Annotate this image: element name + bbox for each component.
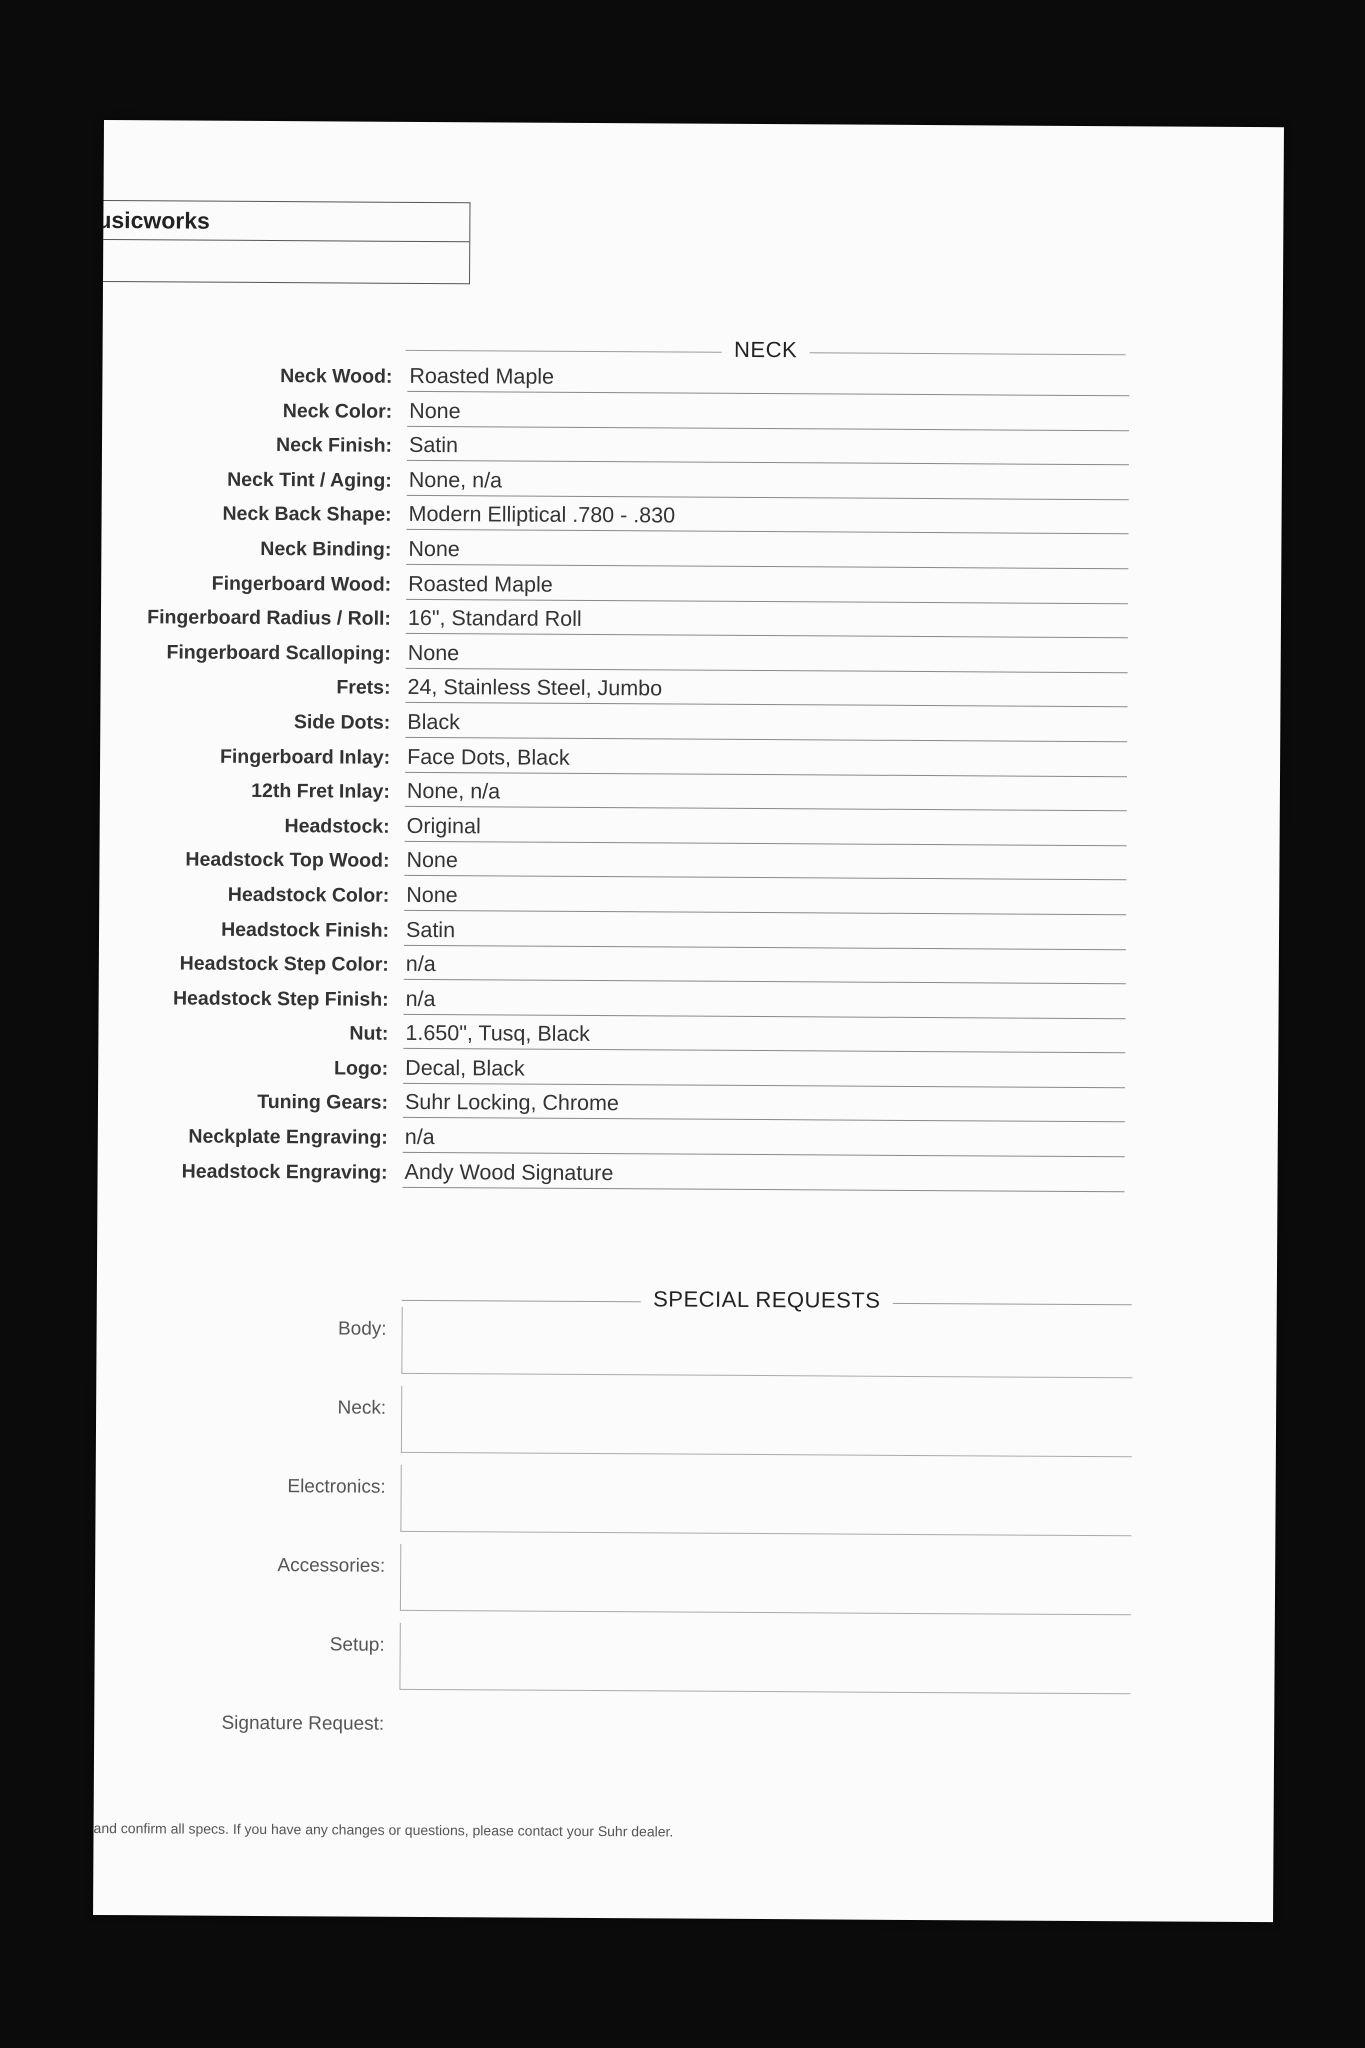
spec-label: Headstock Finish: xyxy=(221,918,390,942)
request-label: Neck: xyxy=(337,1397,387,1419)
spec-label: Headstock Engraving: xyxy=(181,1160,388,1184)
spec-label: Neck Color: xyxy=(282,399,393,423)
request-label: Accessories: xyxy=(277,1555,386,1577)
spec-label: Headstock Step Color: xyxy=(179,952,389,976)
spec-value: None xyxy=(406,641,1128,673)
spec-value: Suhr Locking, Chrome xyxy=(403,1090,1125,1122)
spec-value: None xyxy=(404,883,1126,915)
spec-label: Headstock: xyxy=(284,814,390,838)
request-label: Setup: xyxy=(329,1634,385,1656)
spec-value: Black xyxy=(405,710,1127,742)
spec-label: Tuning Gears: xyxy=(257,1091,389,1115)
request-row xyxy=(95,1542,1275,1628)
spec-value: Satin xyxy=(407,433,1129,465)
request-row xyxy=(94,1700,1274,1786)
spec-label: Neck Binding: xyxy=(260,537,392,561)
spec-label: Neck Finish: xyxy=(275,434,393,457)
spec-value: None, n/a xyxy=(407,468,1129,500)
spec-value: n/a xyxy=(404,987,1126,1019)
spec-value: None xyxy=(406,537,1128,569)
spec-value: n/a xyxy=(403,1125,1125,1157)
spec-label: Fingerboard Radius / Roll: xyxy=(147,606,392,630)
request-row xyxy=(95,1463,1275,1549)
special-requests-list xyxy=(94,1305,1277,1786)
company-name: usicworks xyxy=(97,201,469,242)
spec-label: Neck Tint / Aging: xyxy=(227,468,392,492)
request-label: Signature Request: xyxy=(221,1712,385,1735)
spec-label: Fingerboard Inlay: xyxy=(219,745,391,769)
spec-value: Original xyxy=(405,814,1127,846)
request-row xyxy=(96,1384,1276,1470)
neck-spec-list xyxy=(97,360,1282,1197)
spec-row xyxy=(97,1156,1277,1198)
request-row xyxy=(96,1305,1276,1391)
spec-label: Headstock Color: xyxy=(227,883,390,907)
spec-label: Side Dots: xyxy=(293,711,391,734)
spec-label: 12th Fret Inlay: xyxy=(251,780,390,803)
spec-value: 1.650", Tusq, Black xyxy=(403,1021,1125,1053)
spec-label: Neck Back Shape: xyxy=(222,503,392,527)
footer-note: and confirm all specs. If you have any changes or questions, please contact your Suhr dealer. xyxy=(93,1819,674,1840)
neck-section-title: NECK xyxy=(722,337,809,363)
spec-label: Headstock Step Finish: xyxy=(172,987,389,1011)
spec-sheet xyxy=(93,120,1284,1922)
spec-label: Fingerboard Wood: xyxy=(211,572,392,596)
spec-value: None, n/a xyxy=(405,779,1127,811)
spec-value: None xyxy=(404,848,1126,880)
request-field[interactable] xyxy=(399,1623,1130,1694)
spec-label: Neckplate Engraving: xyxy=(188,1125,388,1149)
spec-value: Roasted Maple xyxy=(406,571,1128,603)
request-field[interactable] xyxy=(400,1465,1131,1536)
request-field[interactable] xyxy=(401,1386,1132,1457)
request-row xyxy=(94,1621,1274,1707)
spec-value: None xyxy=(407,398,1129,430)
spec-value: Andy Wood Signature xyxy=(402,1160,1124,1192)
spec-label: Frets: xyxy=(336,676,391,700)
spec-value: Decal, Black xyxy=(403,1056,1125,1088)
spec-label: Headstock Top Wood: xyxy=(185,848,390,873)
request-field[interactable] xyxy=(401,1307,1132,1378)
spec-value: Roasted Maple xyxy=(407,364,1129,396)
spec-value: Modern Elliptical .780 - .830 xyxy=(406,502,1128,534)
spec-value: Face Dots, Black xyxy=(405,744,1127,776)
request-label: Electronics: xyxy=(287,1476,386,1498)
spec-label: Fingerboard Scalloping: xyxy=(166,641,391,665)
spec-label: Nut: xyxy=(349,1022,389,1046)
special-requests-title: SPECIAL REQUESTS xyxy=(641,1286,892,1313)
spec-value: 16", Standard Roll xyxy=(406,606,1128,638)
header-box xyxy=(97,200,470,284)
request-label: Body: xyxy=(337,1318,387,1340)
spec-value: Satin xyxy=(404,917,1126,949)
spec-label: Logo: xyxy=(334,1057,389,1080)
request-field[interactable] xyxy=(400,1544,1131,1615)
spec-value: n/a xyxy=(404,952,1126,984)
spec-value: 24, Stainless Steel, Jumbo xyxy=(405,675,1127,707)
spec-label: Neck Wood: xyxy=(280,365,393,388)
